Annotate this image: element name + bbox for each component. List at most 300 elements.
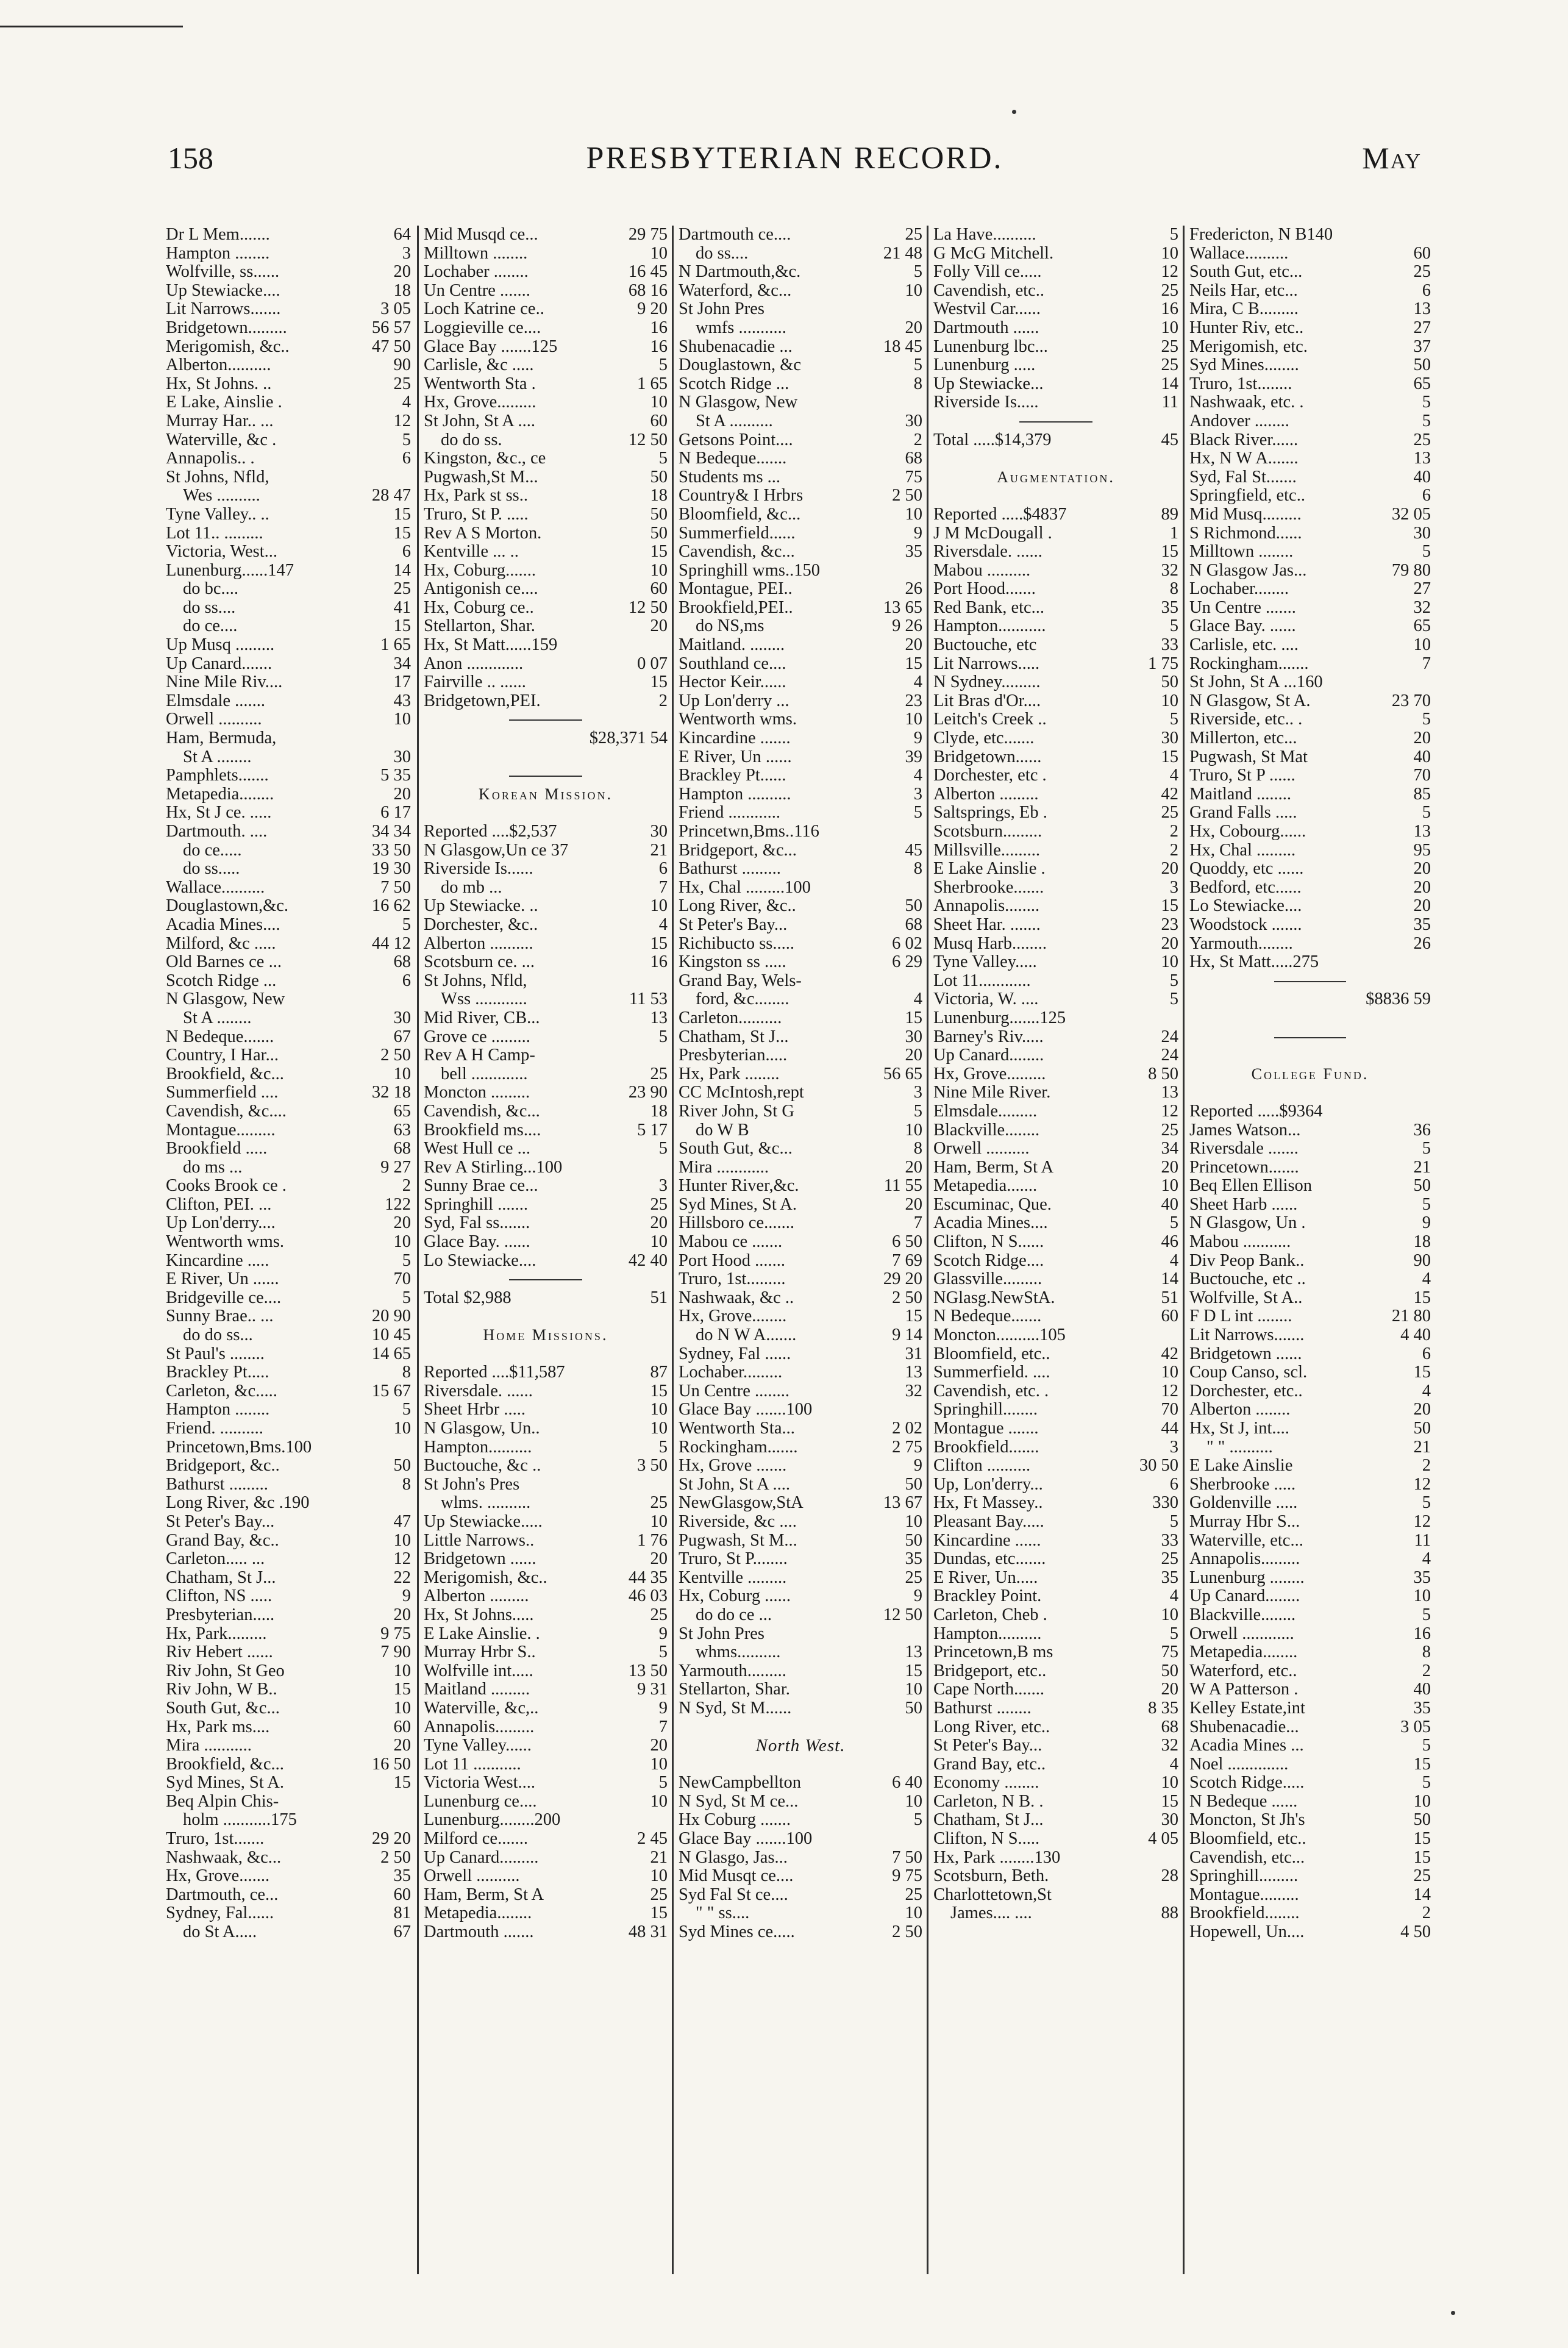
entry-amount: 28 [1161, 1867, 1178, 1886]
ledger-entry [1189, 1923, 1431, 1942]
ledger-entry [933, 1214, 1178, 1233]
entry-name: Bridgetown ...... [1189, 1344, 1302, 1363]
entry-name: " " .......... [1206, 1438, 1273, 1457]
entry-name: whms.......... [696, 1643, 781, 1662]
ledger-entry [679, 841, 922, 860]
entry-name: Up Stewiacke..... [424, 1512, 543, 1531]
ledger-entry [933, 1550, 1178, 1569]
entry-amount [918, 879, 922, 897]
entry-amount: 6 29 [892, 953, 922, 972]
ledger-entry [933, 673, 1178, 692]
entry-name: do ss.... [183, 598, 236, 617]
entry-name: Up Stewiacke.... [166, 281, 280, 300]
ledger-entry [933, 1904, 1178, 1923]
ledger-entry [679, 766, 922, 785]
entry-amount: 10 [650, 393, 668, 412]
entry-name: Kincardine ..... [166, 1251, 269, 1270]
entry-name: Kingston, &c., ce [424, 449, 546, 468]
entry-name: E Lake Ainslie [1189, 1457, 1293, 1476]
ledger-entry [933, 655, 1178, 674]
entry-amount: 15 [650, 934, 668, 953]
ledger-entry [166, 1923, 411, 1942]
entry-name: Bridgetown ...... [424, 1550, 536, 1569]
entry-amount: 35 [1161, 598, 1178, 617]
entry-amount: 10 [393, 1661, 411, 1680]
spacer [424, 804, 668, 823]
entry-amount: 50 [905, 1699, 922, 1718]
entry-amount: 2 02 [892, 1419, 922, 1438]
entry-name: Truro, St P........ [679, 1550, 788, 1569]
entry-amount: 29 20 [883, 1270, 922, 1289]
entry-amount: 35 [905, 543, 922, 562]
ledger-entry [424, 935, 668, 954]
entry-name: Pugwash, St Mat [1189, 748, 1308, 766]
entry-amount: 7 [658, 878, 668, 897]
ledger-entry [166, 990, 411, 1009]
ledger-entry [166, 1774, 411, 1793]
ledger-entry [679, 673, 922, 692]
entry-name: South Gut, &c... [679, 1140, 793, 1158]
column-5 [1183, 226, 1431, 2274]
entry-amount: 28 47 [371, 487, 411, 505]
entry-amount: 122 [385, 1195, 411, 1214]
entry-amount: 68 16 [628, 281, 668, 300]
ledger-entry [1189, 1736, 1431, 1755]
entry-name: Up Canard........ [1189, 1587, 1300, 1606]
ledger-entry [1189, 1196, 1431, 1215]
ledger-entry [933, 1569, 1178, 1588]
ledger-entry [1189, 804, 1431, 823]
ledger-entry [424, 1065, 668, 1084]
ledger-entry [679, 1532, 922, 1550]
entry-name: Dundas, etc....... [933, 1550, 1046, 1569]
entry-amount: 13 [905, 1363, 922, 1382]
entry-name: Waterville, &c,.. [424, 1699, 539, 1718]
entry-name: Bloomfield, etc.. [933, 1344, 1050, 1363]
entry-amount: 46 [1161, 1233, 1178, 1252]
entry-amount [1426, 1102, 1431, 1121]
ledger-entry [166, 692, 411, 711]
entry-name: St Peter's Bay... [679, 915, 788, 934]
ledger-entry [933, 766, 1178, 785]
entry-name: Hampton ........ [166, 244, 270, 263]
ledger-entry [1189, 1569, 1431, 1588]
entry-amount: 89 [1161, 505, 1178, 524]
entry-name: Millsville......... [933, 841, 1040, 860]
ledger-entry [424, 1289, 668, 1308]
ledger-entry [166, 860, 411, 879]
ledger-entry [679, 487, 922, 505]
entry-name: Bridgeport, etc.. [933, 1661, 1047, 1680]
spacer [424, 748, 668, 767]
entry-amount: 15 [1413, 1363, 1431, 1382]
entry-name: Maitland ........ [1189, 785, 1292, 804]
ledger-entry [679, 375, 922, 394]
ledger-entry [933, 1699, 1178, 1718]
ledger-entry [933, 282, 1178, 301]
entry-amount [918, 823, 922, 841]
entry-name: Metapedia........ [424, 1904, 532, 1923]
ledger-entry [166, 1121, 411, 1140]
entry-name: Mid River, CB... [424, 1008, 540, 1027]
entry-amount: 8 [913, 860, 922, 879]
entry-name: Bloomfield, etc.. [1189, 1830, 1306, 1849]
entry-name: Sheet Har. ....... [933, 915, 1041, 934]
entry-amount: 68 [905, 915, 922, 934]
ledger-entry [424, 860, 668, 879]
ledger-entry [166, 356, 411, 375]
column-4 [927, 226, 1183, 2274]
ledger-entry [1189, 1438, 1431, 1457]
entry-amount: 14 65 [371, 1344, 411, 1363]
ledger-entry [933, 1476, 1178, 1494]
entry-name: Loch Katrine ce.. [424, 300, 544, 319]
ledger-entry [679, 1587, 922, 1606]
entry-name: Riv John, St Geo [166, 1661, 285, 1680]
entry-amount: 4 [1169, 1251, 1178, 1270]
entry-name: Hx, Coburg....... [424, 561, 536, 580]
entry-amount: 21 [1413, 1438, 1431, 1457]
entry-amount: 2 [1422, 1904, 1431, 1923]
entry-amount [918, 300, 922, 319]
entry-name: Hx, Park......... [166, 1624, 267, 1643]
entry-amount: 10 [650, 1755, 668, 1774]
entry-name: Lit Narrows..... [933, 654, 1040, 673]
entry-amount: 18 [1413, 1233, 1431, 1252]
entry-amount: 25 [650, 1065, 668, 1083]
entry-name: Maitland ......... [424, 1680, 530, 1699]
entry-amount [663, 1811, 668, 1830]
entry-amount: 5 [1169, 971, 1178, 990]
entry-name: E River, Un..... [933, 1568, 1038, 1587]
entry-amount: 5 [1422, 804, 1431, 823]
ledger-entry [1189, 375, 1431, 394]
entry-amount: 27 [1413, 580, 1431, 599]
ledger-entry [679, 1793, 922, 1811]
entry-amount: 70 [393, 1270, 411, 1289]
entry-name: Alberton ......... [933, 785, 1039, 804]
entry-amount [918, 1830, 922, 1849]
entry-name: Bridgetown,PEI. [424, 691, 541, 710]
entry-amount: 4 [402, 393, 411, 412]
spacer [1189, 1083, 1431, 1102]
ledger-entry [166, 1569, 411, 1588]
entry-name: Grand Bay, Wels- [679, 971, 802, 990]
entry-amount: 34 34 [371, 823, 411, 841]
entry-name: Leitch's Creek .. [933, 710, 1047, 729]
entry-name: Hx, Coburg ce.. [424, 598, 534, 617]
ledger-entry [166, 468, 411, 487]
ledger-entry [679, 748, 922, 767]
entry-amount: 67 [393, 1923, 411, 1942]
ledger-entry [679, 785, 922, 804]
entry-name: Dartmouth, ce... [166, 1885, 279, 1904]
ledger-entry [166, 710, 411, 729]
entry-name: Pamphlets....... [166, 766, 269, 785]
entry-amount: 32 05 [1391, 505, 1431, 524]
entry-name: Riverside, &c .... [679, 1512, 797, 1531]
entry-name: Getsons Point.... [679, 430, 793, 449]
entry-name: Long River, &c.. [679, 897, 796, 916]
entry-name: Hx, St Johns. .. [166, 374, 272, 393]
entry-amount: 40 [1413, 1680, 1431, 1699]
section-heading: College Fund. [1251, 1065, 1369, 1083]
speck-mark [1012, 110, 1016, 114]
entry-amount: 6 [1422, 1344, 1431, 1363]
entry-amount: 13 [1413, 300, 1431, 319]
entry-amount: 5 [658, 1027, 668, 1046]
entry-name: E River, Un ...... [679, 748, 792, 766]
ledger-entry [166, 823, 411, 841]
entry-name: Alberton ........ [1189, 1401, 1291, 1419]
entry-amount: 68 [393, 1140, 411, 1158]
entry-amount: 44 [1161, 1419, 1178, 1438]
ledger-entry [933, 823, 1178, 841]
ledger-entry [933, 636, 1178, 655]
ledger-entry [166, 1102, 411, 1121]
entry-amount: 15 [393, 617, 411, 636]
ledger-entry [933, 1606, 1178, 1625]
entry-name: West Hull ce ... [424, 1140, 530, 1158]
entry-amount: 16 62 [371, 897, 411, 916]
entry-amount [918, 1401, 922, 1419]
ledger-entry [166, 505, 411, 524]
entry-amount: 10 [393, 1233, 411, 1252]
entry-name: Scotch Ridge ... [166, 971, 277, 990]
entry-amount: 15 [393, 1774, 411, 1793]
ledger-entry [933, 1401, 1178, 1419]
entry-amount: 45 [1161, 430, 1178, 449]
ledger-entry [679, 263, 922, 282]
entry-name: Glace Bay. ...... [1189, 617, 1296, 636]
entry-name: Metapedia........ [1189, 1643, 1298, 1662]
entry-name: Up Lon'derry ... [679, 691, 789, 710]
entry-amount: 50 [650, 505, 668, 524]
entry-amount: 11 55 [883, 1177, 922, 1196]
entry-name: Scotsburn......... [933, 823, 1042, 841]
entry-name: Dartmouth ....... [424, 1923, 534, 1942]
entry-name: Springhill........ [933, 1401, 1038, 1419]
ledger-entry [424, 1849, 668, 1868]
entry-name: Dorchester, etc . [933, 766, 1047, 785]
entry-amount: 4 [1169, 1755, 1178, 1774]
entry-name: Scotch Ridge ... [679, 374, 789, 393]
entry-amount: 1 76 [637, 1531, 668, 1550]
ledger-entry [166, 636, 411, 655]
ledger-entry [1189, 1177, 1431, 1196]
entry-name: Lunenburg ce.... [424, 1792, 537, 1811]
entry-name: Total $2,988 [424, 1288, 511, 1307]
entry-name: Mid Musqd ce... [424, 226, 538, 244]
entry-name: ford, &c........ [696, 990, 789, 1009]
ledger-entry [933, 1083, 1178, 1102]
entry-amount: 5 [913, 804, 922, 823]
entry-amount: 6 40 [892, 1774, 922, 1793]
ledger-entry [424, 1140, 668, 1158]
entry-amount: 50 [650, 468, 668, 487]
entry-amount: 15 [1413, 1755, 1431, 1774]
ledger-entry [679, 953, 922, 972]
entry-amount [1174, 1849, 1178, 1868]
entry-amount: 10 [650, 1512, 668, 1531]
entry-name: Brookfield,PEI.. [679, 598, 793, 617]
ledger-entry [166, 244, 411, 263]
ledger-entry [1189, 748, 1431, 767]
ledger-entry [166, 263, 411, 282]
entry-name: James Watson... [1189, 1121, 1301, 1140]
entry-name: Hx, St Johns..... [424, 1605, 534, 1624]
ledger-entry [1189, 897, 1431, 916]
ledger-entry [679, 1177, 922, 1196]
entry-amount: 2 75 [892, 1438, 922, 1457]
entry-name: Glassville......... [933, 1270, 1042, 1289]
entry-amount: 8 [402, 1363, 411, 1382]
entry-amount: 5 [1422, 1736, 1431, 1755]
ledger-entry [933, 692, 1178, 711]
entry-amount: 15 [905, 1008, 922, 1027]
ledger-entry [933, 916, 1178, 935]
entry-amount: 16 [1413, 1624, 1431, 1643]
entry-amount: 23 [905, 691, 922, 710]
ledger-entry [424, 449, 668, 468]
entry-amount: 90 [393, 356, 411, 375]
entry-name: Lit Narrows....... [1189, 1326, 1305, 1345]
ledger-entry [933, 1662, 1178, 1681]
entry-name: E River, Un ...... [166, 1270, 279, 1289]
entry-amount: 5 [658, 1774, 668, 1793]
entry-name: Up Musq ......... [166, 636, 275, 655]
entry-amount: 25 [393, 580, 411, 599]
entry-amount: 40 [1413, 468, 1431, 487]
ledger-entry [933, 953, 1178, 972]
entry-name: Mabou ........... [1189, 1233, 1291, 1252]
ledger-entry [933, 1233, 1178, 1252]
ledger-entry [1189, 543, 1431, 562]
entry-amount: 3 05 [1400, 1718, 1431, 1736]
entry-name: Sherbrooke....... [933, 878, 1044, 897]
entry-amount: 75 [1161, 1643, 1178, 1662]
entry-name: Carlisle, &c ..... [424, 356, 534, 375]
ledger-entry [166, 562, 411, 580]
entry-name: Shubenacadie... [1189, 1718, 1299, 1736]
ledger-entry [933, 1121, 1178, 1140]
entry-name: Clifton, PEI. ... [166, 1195, 272, 1214]
entry-amount: 6 [402, 971, 411, 990]
ledger-entry [424, 1214, 668, 1233]
entry-amount: 14 [1413, 1885, 1431, 1904]
ledger-entry [679, 1904, 922, 1923]
ledger-entry [424, 655, 668, 674]
entry-name: Dartmouth ce.... [679, 226, 791, 244]
ledger-entry [679, 1252, 922, 1271]
ledger-entry [166, 766, 411, 785]
entry-amount: 25 [650, 1195, 668, 1214]
entry-amount: 35 [393, 1867, 411, 1886]
ledger-entry [1189, 431, 1431, 450]
entry-name: Nashwaak, etc. . [1189, 393, 1304, 412]
ledger-entry [166, 1401, 411, 1419]
entry-name: Hx, Coburg ...... [679, 1587, 791, 1606]
entry-name: N Bedeque ...... [1189, 1792, 1298, 1811]
entry-amount: 4 [913, 990, 922, 1009]
entry-name: Beq Ellen Ellison [1189, 1177, 1313, 1196]
entry-amount: 5 [1169, 617, 1178, 636]
entry-name: Hx, Grove ....... [679, 1457, 787, 1476]
ledger-entry [1189, 1140, 1431, 1158]
entry-name: Moncton..........105 [933, 1326, 1066, 1345]
entry-name: Sunny Brae ce... [424, 1177, 538, 1196]
entry-name: Lo Stewiacke.... [424, 1251, 536, 1270]
ledger-entry [1189, 1382, 1431, 1401]
entry-amount: 16 [650, 318, 668, 337]
entry-amount: 20 [1413, 1401, 1431, 1419]
entry-name: do ms ... [183, 1158, 243, 1177]
entry-name: Merigomish, etc. [1189, 337, 1308, 356]
entry-amount: 20 [1413, 897, 1431, 916]
ledger-entry [933, 1196, 1178, 1215]
entry-name: Friend. .......... [166, 1419, 263, 1438]
ledger-entry [679, 1121, 922, 1140]
entry-amount: 12 50 [628, 598, 668, 617]
entry-amount: 15 [1161, 897, 1178, 916]
entry-name: Nashwaak, &c .. [679, 1288, 794, 1307]
entry-amount: 6 [658, 860, 668, 879]
entry-amount: 11 [1161, 393, 1178, 412]
ledger-entry [679, 468, 922, 487]
entry-amount: 15 [1161, 748, 1178, 766]
entry-name: Riv Hebert ...... [166, 1643, 273, 1662]
ledger-entry [933, 1177, 1178, 1196]
entry-name: Carleton..... ... [166, 1550, 265, 1569]
entry-name: Lochaber ........ [424, 263, 529, 282]
entry-name: Hx, Grove......... [424, 393, 536, 412]
entry-name: Riversdale. ...... [424, 1382, 533, 1401]
entry-amount: 1 65 [637, 374, 668, 393]
entry-name: Scotch Ridge.... [933, 1251, 1044, 1270]
entry-amount: 40 [1413, 748, 1431, 766]
ledger-entry [679, 431, 922, 450]
entry-amount: 13 [1413, 449, 1431, 468]
ledger-entry [424, 431, 668, 450]
entry-amount: 65 [1413, 374, 1431, 393]
ledger-entry [933, 1419, 1178, 1438]
entry-amount: 2 50 [380, 1848, 411, 1867]
entry-amount [918, 393, 922, 412]
ledger-entry [424, 599, 668, 618]
entry-name: Lunenburg.......125 [933, 1008, 1066, 1027]
entry-amount: 20 [650, 1550, 668, 1569]
entry-name: Douglastown,&c. [166, 897, 289, 916]
entry-name: Barney's Riv..... [933, 1027, 1044, 1046]
ledger-entry [933, 226, 1178, 244]
entry-amount [1174, 1886, 1178, 1905]
entry-amount: 11 [1414, 1531, 1431, 1550]
column-1 [166, 226, 416, 2274]
ledger-entry [166, 1252, 411, 1271]
ledger-entry [1189, 1718, 1431, 1737]
ledger-entry [1189, 505, 1431, 524]
entry-name: Carleton, &c..... [166, 1382, 277, 1401]
entry-amount: 8 50 [1148, 1065, 1178, 1083]
entry-name: Tyne Valley.. .. [166, 505, 269, 524]
entry-amount [918, 562, 922, 580]
entry-name: Orwell .......... [933, 1140, 1030, 1158]
entry-name: St John Pres [679, 1624, 764, 1643]
entry-name: La Have.......... [933, 226, 1036, 244]
entry-name: Dr L Mem....... [166, 226, 270, 244]
entry-amount: 2 [1169, 823, 1178, 841]
entry-name: Up Canard......... [424, 1848, 539, 1867]
